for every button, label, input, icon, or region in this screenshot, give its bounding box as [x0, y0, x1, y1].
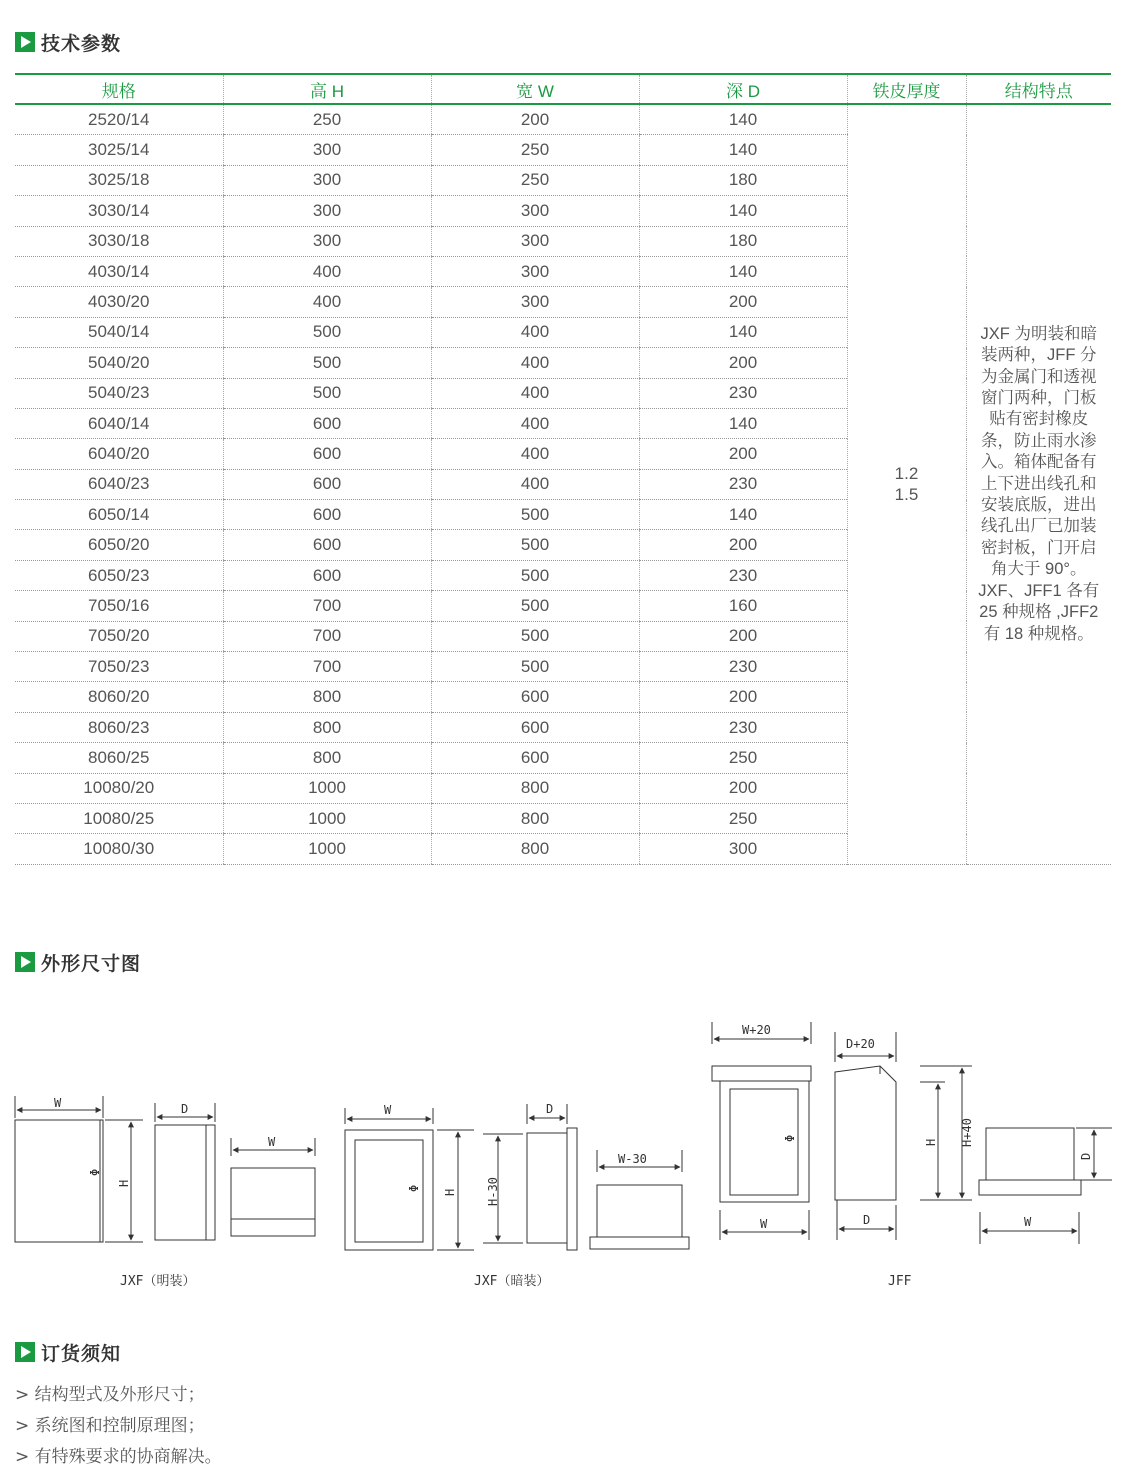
cell-width: 500	[431, 591, 639, 621]
cell-width: 400	[431, 378, 639, 408]
cell-height: 1000	[223, 803, 431, 833]
cell-height: 400	[223, 287, 431, 317]
cell-model: 5040/20	[15, 348, 223, 378]
cell-depth: 300	[639, 834, 847, 864]
jxf-flush-side	[483, 1102, 577, 1250]
cell-height: 800	[223, 712, 431, 742]
cell-model: 10080/20	[15, 773, 223, 803]
cell-model: 7050/20	[15, 621, 223, 651]
cell-depth: 230	[639, 652, 847, 682]
order-section-title	[15, 1340, 121, 1364]
cell-width: 600	[431, 712, 639, 742]
cell-model: 7050/23	[15, 652, 223, 682]
dim-d20-label: D+20	[846, 1037, 875, 1051]
cell-width: 300	[431, 226, 639, 256]
cell-height: 600	[223, 469, 431, 499]
caption-jff: JFF	[888, 1274, 912, 1289]
spec-section-title	[15, 30, 121, 54]
cell-model: 6040/23	[15, 469, 223, 499]
jxf-surface-front	[15, 1096, 143, 1242]
cell-depth: 230	[639, 378, 847, 408]
cell-depth: 230	[639, 712, 847, 742]
cell-height: 300	[223, 196, 431, 226]
cell-height: 250	[223, 104, 431, 135]
header-depth: 深 D	[639, 74, 847, 104]
cell-width: 500	[431, 621, 639, 651]
cell-model: 3030/18	[15, 226, 223, 256]
cell-width: 400	[431, 408, 639, 438]
dim-d-label: D	[863, 1213, 871, 1227]
cell-model: 8060/23	[15, 712, 223, 742]
cell-model: 8060/20	[15, 682, 223, 712]
cell-width: 250	[431, 165, 639, 195]
cell-model: 6040/14	[15, 408, 223, 438]
header-model: 规格	[15, 74, 223, 104]
cell-width: 400	[431, 439, 639, 469]
cell-height: 400	[223, 256, 431, 286]
cell-height: 300	[223, 135, 431, 165]
cell-height: 600	[223, 530, 431, 560]
cell-width: 300	[431, 196, 639, 226]
cell-width: 200	[431, 104, 639, 135]
cell-width: 300	[431, 256, 639, 286]
cell-height: 700	[223, 652, 431, 682]
dim-h40-label: H+40	[960, 1118, 974, 1147]
cell-depth: 250	[639, 743, 847, 773]
cell-height: 300	[223, 226, 431, 256]
dim-h-label: H	[924, 1138, 938, 1146]
cell-height: 700	[223, 591, 431, 621]
cell-depth: 140	[639, 317, 847, 347]
cell-height: 300	[223, 165, 431, 195]
jxf-surface-top	[231, 1135, 315, 1236]
cell-feature: JXF 为明装和暗装两种，JFF 分为金属门和透视窗门两种，门板贴有密封橡皮条，防止雨水渗入。箱体配备有上下进出线孔和安装底版，进出线孔出厂已加装密封板，门开启角大于 90°。JXF、JFF1 各有 25 种规格 ,JFF2 有 18 种规格。	[966, 104, 1111, 864]
cell-depth: 180	[639, 165, 847, 195]
dim-w-label: W	[54, 1096, 62, 1110]
dim-d-label: D	[546, 1102, 554, 1116]
dim-w20-label: W+20	[742, 1023, 771, 1037]
cell-height: 500	[223, 378, 431, 408]
cell-depth: 200	[639, 773, 847, 803]
cell-height: 600	[223, 408, 431, 438]
cell-model: 10080/25	[15, 803, 223, 833]
dim-w30-label: W-30	[618, 1152, 647, 1166]
cell-height: 800	[223, 682, 431, 712]
cell-depth: 140	[639, 500, 847, 530]
spec-header-row	[15, 74, 1111, 104]
cell-model: 7050/16	[15, 591, 223, 621]
header-width: 宽 W	[431, 74, 639, 104]
order-note: > 有特殊要求的协商解决。	[15, 1447, 222, 1467]
cell-model: 6050/14	[15, 500, 223, 530]
outline-diagram	[0, 1000, 1130, 1300]
cell-model: 6040/20	[15, 439, 223, 469]
cell-model: 3030/14	[15, 196, 223, 226]
thickness-value: 1.5	[894, 485, 919, 505]
cell-width: 400	[431, 348, 639, 378]
cell-depth: 180	[639, 226, 847, 256]
jxf-flush-top	[590, 1150, 689, 1249]
cell-height: 500	[223, 348, 431, 378]
jxf-flush-front	[345, 1103, 474, 1250]
cell-model: 6050/23	[15, 560, 223, 590]
cell-width: 400	[431, 469, 639, 499]
cell-height: 1000	[223, 773, 431, 803]
dim-w-label: W	[268, 1135, 276, 1149]
cell-width: 500	[431, 500, 639, 530]
dim-w-label: W	[760, 1217, 768, 1231]
jff-top	[979, 1128, 1112, 1244]
cell-depth: 200	[639, 682, 847, 712]
order-note: > 结构型式及外形尺寸；	[15, 1385, 205, 1405]
cell-depth: 140	[639, 408, 847, 438]
cell-width: 800	[431, 803, 639, 833]
cell-depth: 200	[639, 530, 847, 560]
cell-width: 800	[431, 773, 639, 803]
cell-depth: 200	[639, 287, 847, 317]
jff-side	[835, 1032, 974, 1240]
cell-depth: 140	[639, 196, 847, 226]
cell-model: 5040/14	[15, 317, 223, 347]
cell-width: 500	[431, 560, 639, 590]
jxf-surface-side	[155, 1102, 215, 1240]
caption-jxf-surface: JXF（明装）	[120, 1274, 196, 1289]
header-height: 高 H	[223, 74, 431, 104]
outline-title: 外形尺寸图	[41, 952, 142, 975]
cell-width: 800	[431, 834, 639, 864]
order-title: 订货须知	[41, 1342, 122, 1365]
cell-depth: 160	[639, 591, 847, 621]
thickness-value: 1.2	[894, 464, 919, 484]
header-thickness: 铁皮厚度	[847, 74, 966, 104]
cell-depth: 140	[639, 256, 847, 286]
lock-symbol: Φ	[783, 1134, 797, 1142]
outline-section-title	[15, 950, 141, 974]
table-row	[15, 104, 1111, 135]
cell-model: 8060/25	[15, 743, 223, 773]
jff-front	[712, 1022, 811, 1240]
cell-height: 1000	[223, 834, 431, 864]
dim-h30-label: H-30	[486, 1177, 500, 1206]
cell-width: 300	[431, 287, 639, 317]
cell-depth: 140	[639, 135, 847, 165]
cell-height: 600	[223, 500, 431, 530]
caption-jxf-flush: JXF（暗装）	[474, 1274, 550, 1289]
cell-model: 6050/20	[15, 530, 223, 560]
play-triangle-icon	[15, 952, 35, 972]
cell-width: 600	[431, 682, 639, 712]
dim-w-label: W	[1024, 1215, 1032, 1229]
dim-d-label: D	[1079, 1152, 1093, 1160]
cell-height: 700	[223, 621, 431, 651]
dim-d-label: D	[181, 1102, 189, 1116]
cell-thickness	[847, 104, 966, 864]
cell-depth: 250	[639, 803, 847, 833]
header-feature: 结构特点	[966, 74, 1111, 104]
spec-title: 技术参数	[41, 32, 122, 55]
play-triangle-icon	[15, 32, 35, 52]
cell-model: 5040/23	[15, 378, 223, 408]
order-note: > 系统图和控制原理图；	[15, 1416, 205, 1436]
cell-depth: 230	[639, 560, 847, 590]
cell-height: 600	[223, 560, 431, 590]
cell-depth: 200	[639, 439, 847, 469]
cell-model: 2520/14	[15, 104, 223, 135]
dim-w-label: W	[384, 1103, 392, 1117]
cell-model: 4030/14	[15, 256, 223, 286]
dim-h-label: H	[117, 1179, 131, 1187]
cell-width: 250	[431, 135, 639, 165]
cell-width: 500	[431, 530, 639, 560]
cell-height: 600	[223, 439, 431, 469]
cell-width: 400	[431, 317, 639, 347]
spec-table	[15, 73, 1111, 865]
cell-model: 10080/30	[15, 834, 223, 864]
cell-model: 3025/14	[15, 135, 223, 165]
cell-depth: 140	[639, 104, 847, 135]
cell-width: 600	[431, 743, 639, 773]
play-triangle-icon	[15, 1342, 35, 1362]
lock-symbol: Φ	[88, 1168, 102, 1176]
lock-symbol: Φ	[407, 1184, 421, 1192]
cell-depth: 200	[639, 621, 847, 651]
cell-depth: 200	[639, 348, 847, 378]
cell-height: 800	[223, 743, 431, 773]
cell-model: 3025/18	[15, 165, 223, 195]
cell-depth: 230	[639, 469, 847, 499]
cell-width: 500	[431, 652, 639, 682]
cell-model: 4030/20	[15, 287, 223, 317]
dim-h-label: H	[443, 1188, 457, 1196]
cell-height: 500	[223, 317, 431, 347]
